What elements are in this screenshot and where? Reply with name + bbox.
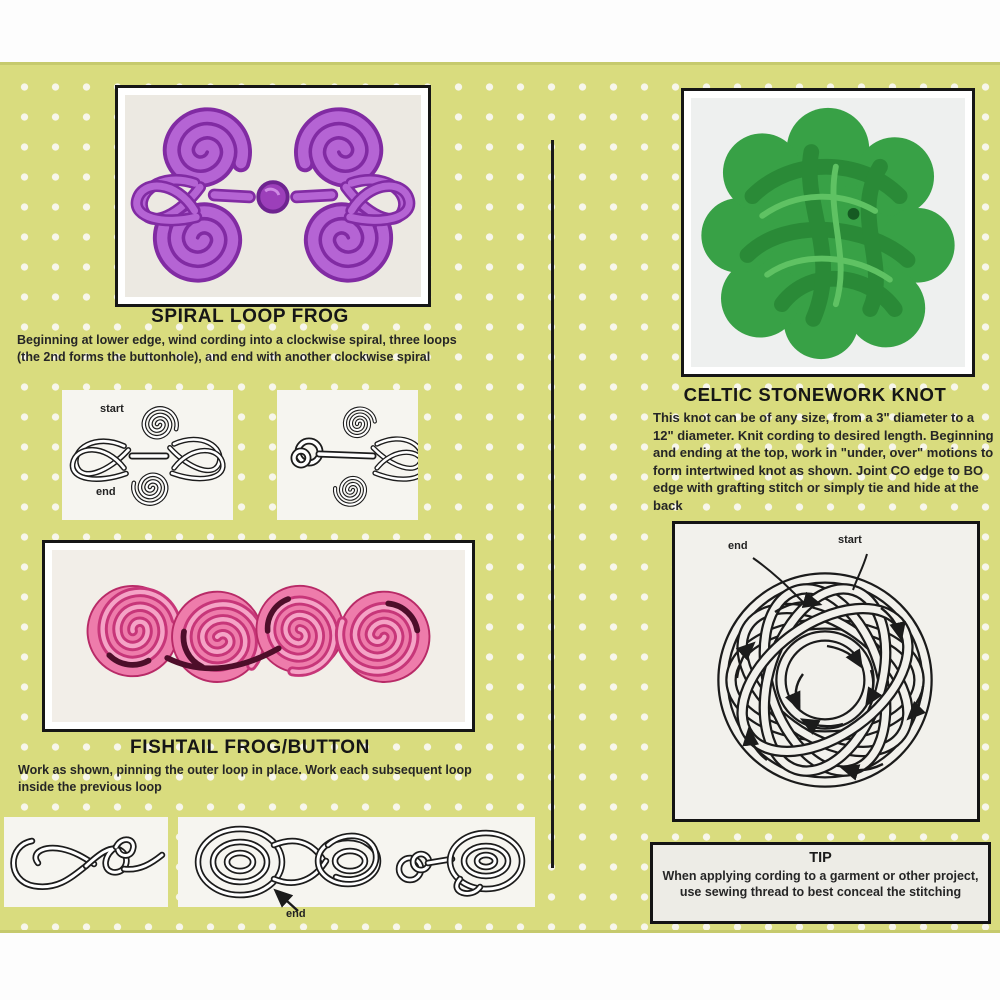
- spiral-frog-diagram-panel-2: [277, 390, 418, 520]
- fishtail-step-panel-2: [178, 817, 535, 907]
- fishtail-frog-photo: [52, 550, 465, 722]
- tip-title: TIP: [809, 850, 832, 866]
- button-knot: [258, 182, 287, 211]
- celtic-start-label: start: [838, 534, 862, 546]
- tip-box: [650, 842, 991, 924]
- spiral-frog-diagram-1: [62, 390, 233, 520]
- green-celtic-knot-image: [691, 98, 965, 367]
- fishtail-end-label: end: [286, 908, 306, 920]
- fishtail-step-panel-1: [4, 817, 168, 907]
- fishtail-frog-instructions: Work as shown, pinning the outer loop in place. Work each subsequent loop inside the previous loop: [18, 763, 472, 794]
- fishtail-step-diagram-1: [4, 817, 168, 907]
- diagram-start-label: start: [100, 403, 124, 415]
- fishtail-step-diagram-2: [178, 817, 535, 907]
- purple-spiral-frog-image: [125, 95, 421, 291]
- fishtail-frog-title: FISHTAIL FROG/BUTTON: [130, 737, 370, 758]
- spiral-frog-instructions: Beginning at lower edge, wind cording into a clockwise spiral, three loops (the 2nd forms the buttonhole), and end with another clockwise spiral: [17, 333, 457, 364]
- pink-fishtail-frog-image: [52, 550, 465, 716]
- spiral-frog-diagram-2: [277, 390, 418, 520]
- diagram-end-label: end: [96, 486, 116, 498]
- celtic-knot-photo: [691, 98, 965, 367]
- spiral-frog-diagram-panel-1: [62, 390, 233, 520]
- celtic-knot-diagram-box: [672, 521, 980, 822]
- celtic-knot-photo-frame: [681, 88, 975, 377]
- spiral-frog-photo: [125, 95, 421, 297]
- spiral-frog-title: SPIRAL LOOP FROG: [151, 306, 349, 327]
- spiral-frog-photo-frame: [115, 85, 431, 307]
- celtic-end-label: end: [728, 540, 748, 552]
- celtic-knot-title: CELTIC STONEWORK KNOT: [683, 384, 947, 405]
- celtic-knot-diagram: [675, 524, 977, 819]
- column-divider-line: [551, 140, 554, 868]
- fishtail-frog-photo-frame: [42, 540, 475, 732]
- celtic-knot-instructions: This knot can be of any size, from a 3" diameter to a 12" diameter. Knit cording to desired length. Beginning and ending at the top, work in "under, over" motions to form intertwined knot as shown. Joint CO edge to BO edge with grafting stitch or simply tie and hide at the back: [653, 410, 994, 513]
- tip-text: When applying cording to a garment or other project, use sewing thread to best conceal the stitching: [662, 869, 979, 899]
